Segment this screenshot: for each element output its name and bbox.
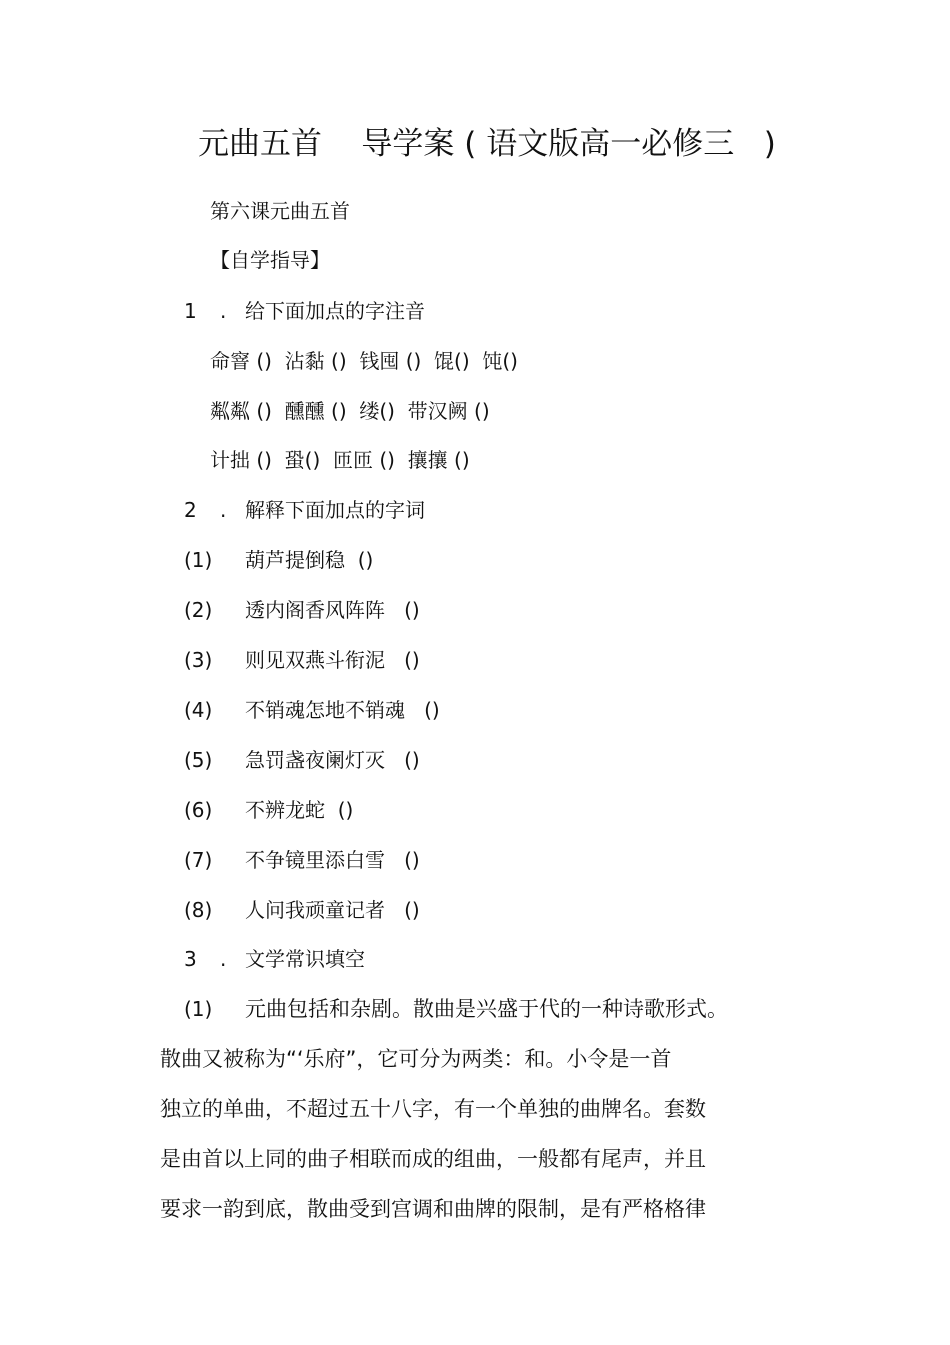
q3-number: 3 — [184, 947, 197, 971]
q2-item-text: 透内阁香风阵阵 () — [245, 598, 420, 622]
q1-row: 计拙 () 蛩() 匝匝 () 攘攘 () — [210, 448, 470, 472]
q3-paragraph-line: 是由首以上同的曲子相联而成的组曲，一般都有尾声，并且 — [160, 1147, 706, 1171]
q3-item-number: (1) — [184, 997, 213, 1021]
q2-item-text: 则见双燕斗衔泥 () — [245, 648, 420, 672]
q2-dot: . — [220, 498, 227, 522]
q2-item-text: 不销魂怎地不销魂 () — [245, 698, 440, 722]
q3-prompt: 文学常识填空 — [245, 947, 365, 971]
q2-item-number: (5) — [184, 748, 213, 772]
q1-row: 命窨 () 沾黏 () 钱囤 () 馄() 饨() — [210, 349, 518, 373]
q2-item-number: (3) — [184, 648, 213, 672]
q1-dot: . — [220, 299, 227, 323]
q2-item-number: (6) — [184, 798, 213, 822]
q3-paragraph-line: 要求一韵到底，散曲受到宫调和曲牌的限制，是有严格格律 — [160, 1197, 706, 1221]
q2-item-text: 葫芦提倒稳 () — [245, 548, 374, 572]
q2-prompt: 解释下面加点的字词 — [245, 498, 425, 522]
q2-item-number: (2) — [184, 598, 213, 622]
document-title: 元曲五首 导学案 ( 语文版高一必修三 ) — [198, 126, 776, 162]
q3-paragraph-line: 散曲又被称为“‘乐府”，它可分为两类：和。小令是一首 — [160, 1047, 672, 1071]
q2-item-number: (1) — [184, 548, 213, 572]
q2-item-text: 不争镜里添白雪 () — [245, 848, 420, 872]
q2-item-number: (7) — [184, 848, 213, 872]
lesson-title: 第六课元曲五首 — [210, 199, 350, 223]
q3-item-text: 元曲包括和杂剧。散曲是兴盛于代的一种诗歌形式。 — [245, 997, 728, 1021]
q2-item-number: (4) — [184, 698, 213, 722]
q2-item-number: (8) — [184, 898, 213, 922]
q3-paragraph-line: 独立的单曲，不超过五十八字，有一个单独的曲牌名。套数 — [160, 1097, 706, 1121]
q2-item-text: 人问我顽童记者 () — [245, 898, 420, 922]
q2-item-text: 急罚盏夜阑灯灭 () — [245, 748, 420, 772]
q2-item-text: 不辨龙蛇 () — [245, 798, 354, 822]
q1-prompt: 给下面加点的字注音 — [245, 299, 425, 323]
section-heading: 【自学指导】 — [210, 248, 330, 272]
q2-number: 2 — [184, 498, 197, 522]
q1-row: 粼粼 () 醺醺 () 缕() 带汉阙 () — [210, 399, 490, 423]
q1-number: 1 — [184, 299, 197, 323]
q3-dot: . — [220, 947, 227, 971]
